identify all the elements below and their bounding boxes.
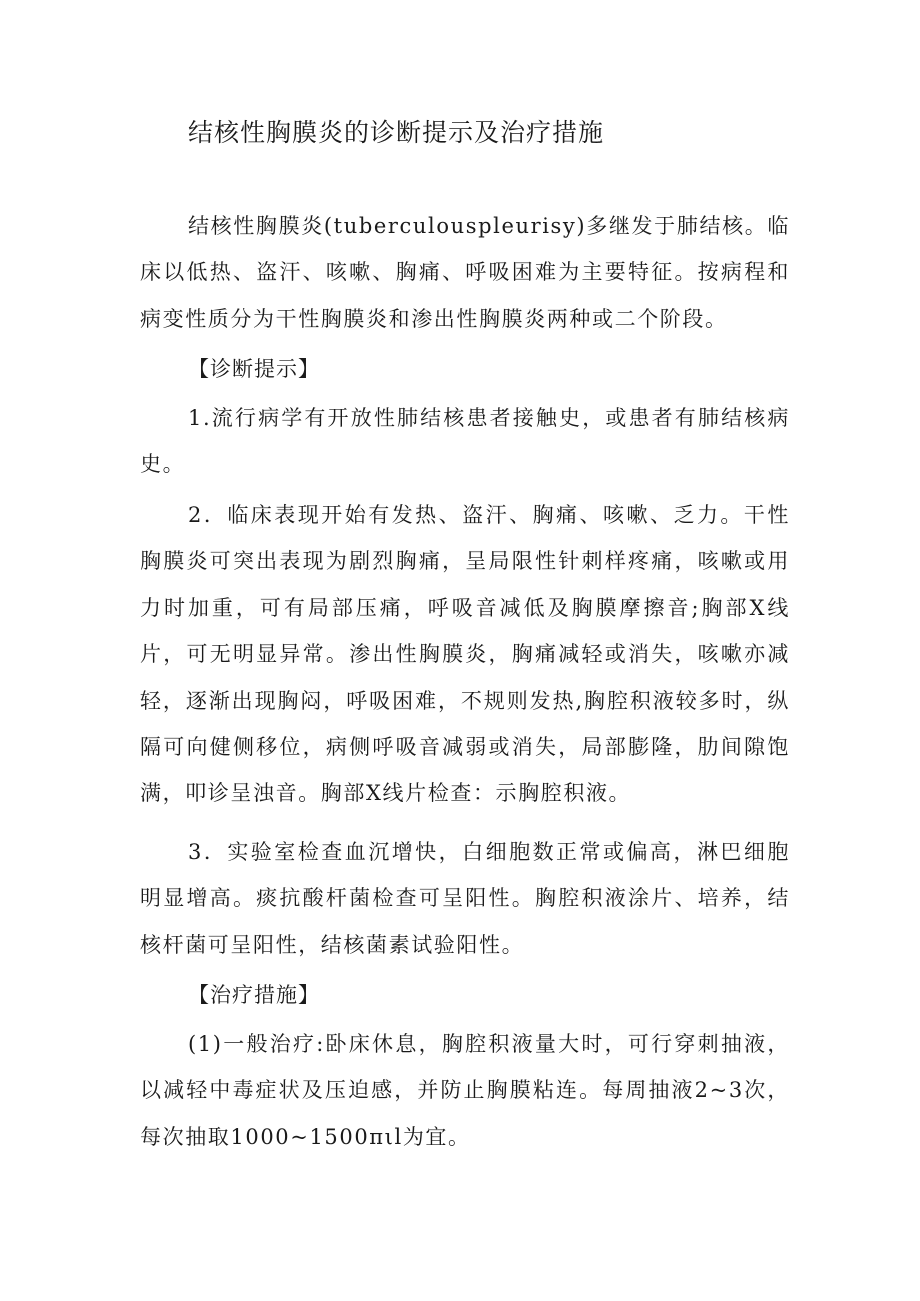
diagnosis-heading: 【诊断提示】 [188, 357, 320, 381]
intro-paragraph: 结核性胸膜炎(tuberculouspleurisy)多继发于肺结核。临床以低热、盗汗、咳嗽、胸痛、呼吸困难为主要特征。按病程和病变性质分为干性胸膜炎和渗出性胸膜炎两种或二个阶段。 [140, 214, 790, 331]
diagnosis-item-1: 1.流行病学有开放性肺结核患者接触史，或患者有肺结核病史。 [140, 406, 790, 477]
diagnosis-item-2: 2．临床表现开始有发热、盗汗、胸痛、咳嗽、乏力。干性胸膜炎可突出表现为剧烈胸痛，呈局限性针刺样疼痛，咳嗽或用力时加重，可有局部压痛，呼吸音减低及胸膜摩擦音;胸部X线片，可无明显异常。渗出性胸膜炎，胸痛减轻或消失，咳嗽亦减轻，逐渐出现胸闷，呼吸困难，不规则发热,胸腔积液较多时，纵隔可向健侧移位，病侧呼吸音减弱或消失，局部膨隆，肋间隙饱满，叩诊呈浊音。胸部X线片检查：示胸腔积液。 [140, 503, 790, 806]
treatment-heading: 【治疗措施】 [188, 983, 320, 1007]
treatment-item-1: (1)一般治疗:卧床休息，胸腔积液量大时，可行穿刺抽液，以减轻中毒症状及压迫感，并防止胸膜粘连。每周抽液2~3次，每次抽取1000~1500πιl为宜。 [140, 1032, 790, 1149]
diagnosis-item-3: 3．实验室检查血沉增快，白细胞数正常或偏高，淋巴细胞明显增高。痰抗酸杆菌检查可呈阳性。胸腔积液涂片、培养，结核杆菌可呈阳性，结核菌素试验阳性。 [140, 840, 790, 957]
document-title: 结核性胸膜炎的诊断提示及治疗措施 [188, 118, 605, 147]
